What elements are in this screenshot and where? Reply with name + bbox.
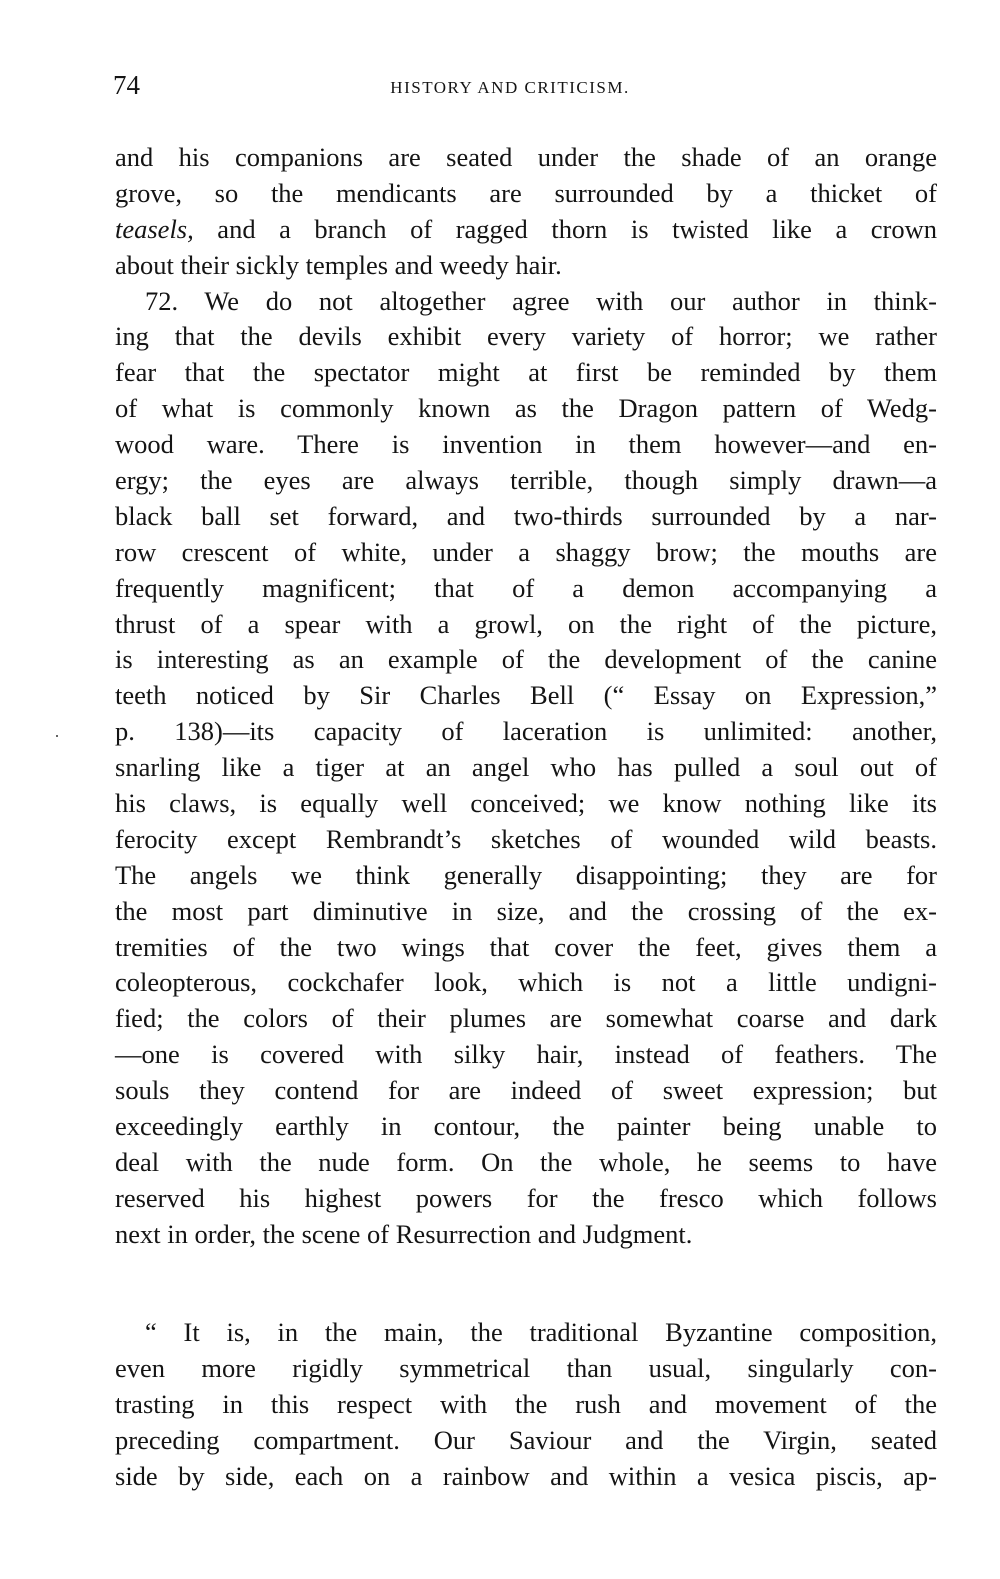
text-line: preceding compartment. Our Saviour and the Virgin, seated [115, 1424, 937, 1455]
text-line: of what is commonly known as the Dragon pattern of Wedg- [115, 393, 937, 424]
text-line: trasting in this respect with the rush and movement of the [115, 1388, 937, 1419]
text-line: his claws, is equally well conceived; we know nothing like its [115, 788, 937, 819]
quotation-paragraph [115, 1315, 937, 1494]
text-line: even more rigidly symmetrical than usual, singularly con- [115, 1352, 937, 1383]
running-header [0, 78, 1000, 98]
text-line: ferocity except Rembrandt’s sketches of wounded wild beasts. [115, 823, 937, 854]
text-line: ing that the devils exhibit every variety of horror; we rather [115, 321, 937, 352]
text-line: —one is covered with silky hair, instead of feathers. The [115, 1039, 937, 1070]
section-heading-line: 72. We do not altogether agree with our author in think- [145, 285, 937, 316]
text-line: fied; the colors of their plumes are somewhat coarse and dark [115, 1003, 937, 1034]
body-text [115, 140, 937, 1253]
text-line: next in order, the scene of Resurrection and Judgment. [115, 1218, 693, 1249]
text-line: wood ware. There is invention in them however—and en- [115, 429, 937, 460]
text-line: snarling like a tiger at an angel who has pulled a soul out of [115, 752, 937, 783]
page-number: 74 [113, 70, 140, 100]
text-line: thrust of a spear with a growl, on the right of the picture, [115, 608, 937, 639]
text-line: teeth noticed by Sir Charles Bell (“ Essay on Expression,” [115, 680, 937, 711]
text-fragment: and a branch of ragged thorn is twisted like a crown [193, 213, 937, 244]
text-line: row crescent of white, under a shaggy brow; the mouths are [115, 536, 937, 567]
text-line: “ It is, in the main, the traditional Byzantine composition, [145, 1317, 937, 1347]
margin-speck [56, 735, 58, 737]
text-line: and his companions are seated under the shade of an orange [115, 142, 937, 172]
text-line: about their sickly temples and weedy hair. [115, 249, 562, 280]
text-line: is interesting as an example of the development of the canine [115, 644, 937, 675]
text-line: reserved his highest powers for the fresco which follows [115, 1182, 937, 1213]
running-title: HISTORY AND CRITICISM. [390, 78, 630, 97]
text-line: grove, so the mendicants are surrounded by a thicket of [115, 177, 937, 208]
text-line: The angels we think generally disappointing; they are for [115, 859, 937, 890]
text-line: side by side, each on a rainbow and within a vesica piscis, ap- [115, 1460, 937, 1491]
text-line: frequently magnificent; that of a demon accompanying a [115, 572, 937, 603]
text-line: coleopterous, cockchafer look, which is not a little undigni- [115, 967, 937, 998]
text-line [115, 212, 937, 248]
text-line: exceedingly earthly in contour, the painter being unable to [115, 1111, 937, 1142]
text-line: deal with the nude form. On the whole, he seems to have [115, 1146, 937, 1177]
text-line: p. 138)—its capacity of laceration is unlimited: another, [115, 716, 937, 747]
text-line: souls they contend for are indeed of sweet expression; but [115, 1075, 937, 1106]
text-line: ergy; the eyes are always terrible, though simply drawn—a [115, 465, 937, 496]
text-line: tremities of the two wings that cover the feet, gives them a [115, 931, 937, 962]
italic-term: teasels, [115, 213, 194, 244]
text-line: fear that the spectator might at first be reminded by them [115, 357, 937, 388]
text-line: black ball set forward, and two-thirds surrounded by a nar- [115, 500, 937, 531]
text-line: the most part diminutive in size, and the crossing of the ex- [115, 895, 937, 926]
